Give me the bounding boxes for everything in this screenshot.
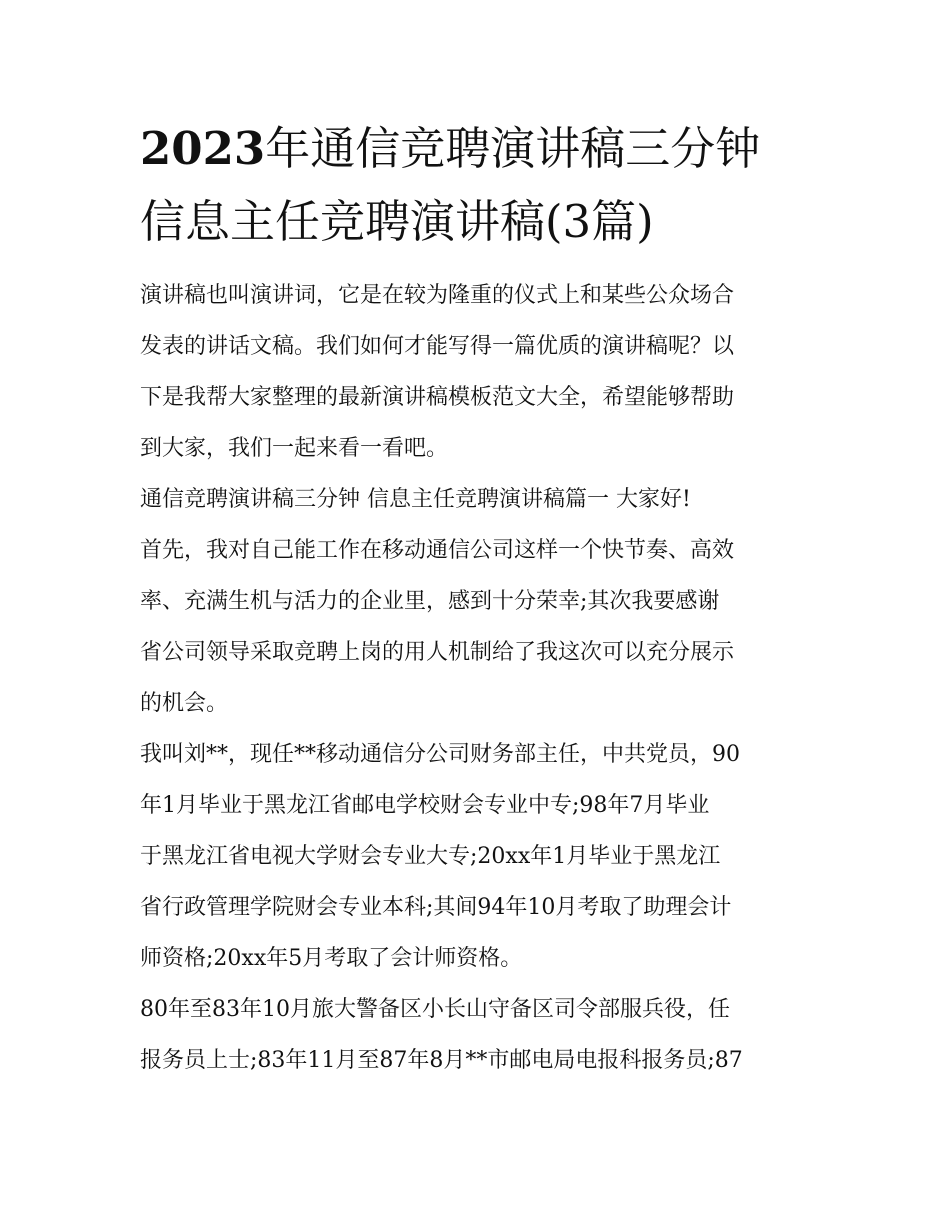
text-line: 下是我帮大家整理的最新演讲稿模板范文大全，希望能够帮助 xyxy=(140,385,735,410)
title-line-2 xyxy=(140,185,812,258)
text-line: 省行政管理学院财会专业本科;其间94年10月考取了助理会计 xyxy=(140,895,732,920)
text-line: 首先，我对自己能工作在移动通信公司这样一个快节奏、高效 xyxy=(140,538,735,563)
text-line: 通信竞聘演讲稿三分钟 信息主任竞聘演讲稿篇一 大家好! xyxy=(140,487,691,512)
text-line: 80年至83年10月旅大警备区小长山守备区司令部服兵役，任 xyxy=(140,997,730,1022)
text-line: 演讲稿也叫演讲词，它是在较为隆重的仪式上和某些公众场合 xyxy=(140,283,735,308)
text-line: 发表的讲话文稿。我们如何才能写得一篇优质的演讲稿呢？以 xyxy=(140,334,735,359)
text-line: 到大家，我们一起来看一看吧。 xyxy=(140,436,449,461)
paragraph-work-history xyxy=(140,984,812,1086)
document-title xyxy=(140,112,812,258)
text-line: 的机会。 xyxy=(140,691,229,716)
document-body xyxy=(140,270,812,1086)
title-line-2-text: 信息主任竞聘演讲稿(3篇) xyxy=(140,195,654,248)
paragraph-intro xyxy=(140,270,812,474)
paragraph-section-heading xyxy=(140,474,812,525)
text-line: 率、充满生机与活力的企业里，感到十分荣幸;其次我要感谢 xyxy=(140,589,720,614)
text-line: 师资格;20xx年5月考取了会计师资格。 xyxy=(140,946,523,971)
paragraph-thanks xyxy=(140,525,812,729)
text-line: 我叫刘**，现任**移动通信分公司财务部主任，中共党员，90 xyxy=(140,742,740,767)
title-year: 2023 xyxy=(140,122,266,175)
text-line: 年1月毕业于黑龙江省邮电学校财会专业中专;98年7月毕业 xyxy=(140,793,710,818)
document-content xyxy=(140,112,812,1086)
title-line-1-text: 年通信竞聘演讲稿三分钟 xyxy=(265,122,761,175)
title-line-1 xyxy=(140,112,812,185)
text-line: 报务员上士;83年11月至87年8月**市邮电局电报科报务员;87 xyxy=(140,1048,743,1073)
text-line: 省公司领导采取竞聘上岗的用人机制给了我这次可以充分展示 xyxy=(140,640,735,665)
paragraph-self-introduction xyxy=(140,729,812,984)
text-line: 于黑龙江省电视大学财会专业大专;20xx年1月毕业于黑龙江 xyxy=(140,844,721,869)
